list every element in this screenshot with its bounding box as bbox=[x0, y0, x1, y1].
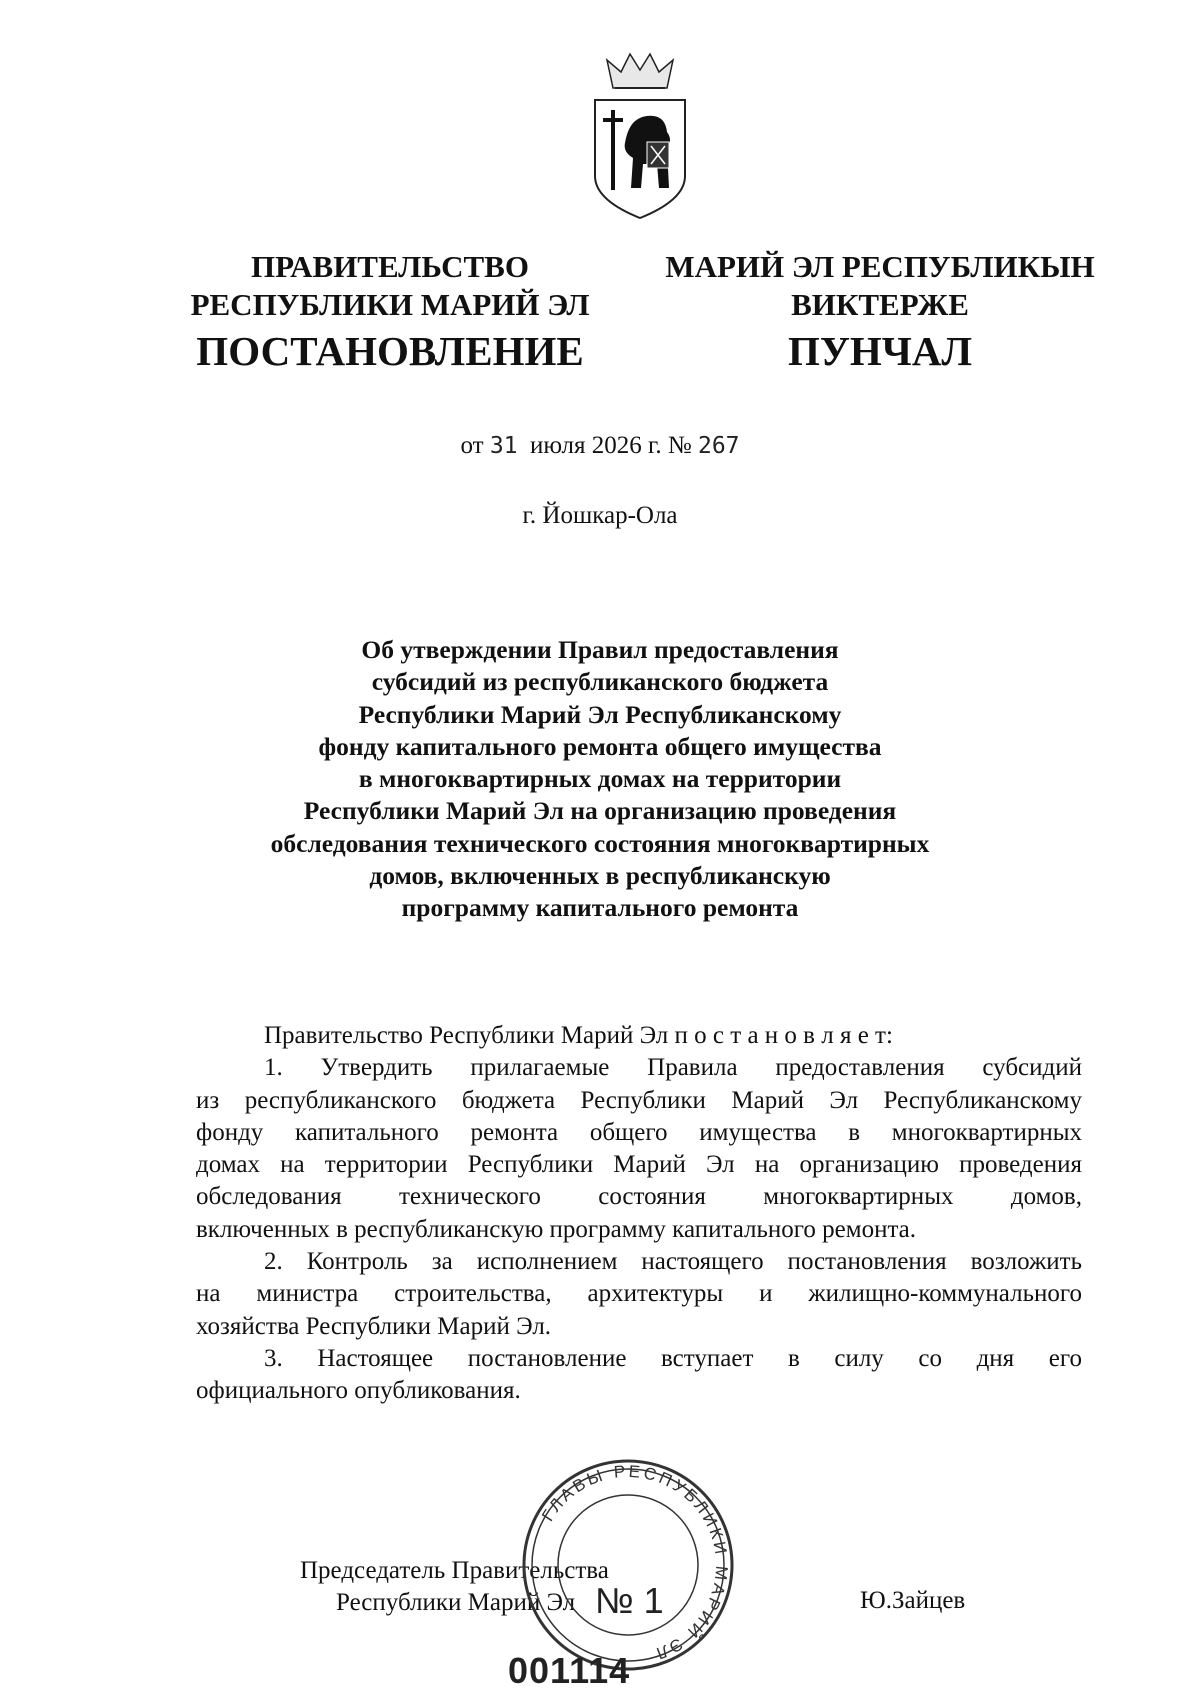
title-line: в многоквартирных домах на территории bbox=[358, 764, 842, 794]
paragraph-1-line: из республиканского бюджета Республики Марий Эл Республиканскому bbox=[196, 1086, 1082, 1114]
document-city: г. Йошкар-Ола bbox=[522, 502, 678, 529]
title-line: домов, включенных в республиканскую bbox=[369, 861, 831, 891]
title-line: программу капитального ремонта bbox=[401, 893, 799, 923]
date-prefix: от bbox=[460, 432, 484, 459]
header-right-line1: МАРИЙ ЭЛ РЕСПУБЛИКЫН bbox=[665, 249, 1095, 284]
coat-of-arms-emblem bbox=[585, 48, 695, 223]
paragraph-2-line: 2. Контроль за исполнением настоящего постановления возложить bbox=[264, 1248, 1082, 1276]
header-left-line1: ПРАВИТЕЛЬСТВО bbox=[251, 249, 529, 284]
document-date-line bbox=[0, 432, 1200, 460]
header-right bbox=[660, 248, 1100, 376]
title-line: Республики Марий Эл Республиканскому bbox=[358, 699, 842, 729]
signature-position-line2: Республики Марий Эл bbox=[336, 1589, 576, 1617]
body-intro bbox=[196, 1020, 1082, 1052]
header-left-doc-type: ПОСТАНОВЛЕНИЕ bbox=[196, 328, 584, 374]
document-body bbox=[196, 1020, 1082, 1408]
official-stamp bbox=[518, 1455, 738, 1675]
document-number: 267 bbox=[697, 433, 740, 459]
paragraph-1-line: обследования технического состояния многоквартирных домов, bbox=[196, 1183, 1082, 1211]
intro-text: Правительство Республики Марий Эл bbox=[264, 1022, 669, 1049]
header-left bbox=[180, 248, 600, 376]
paragraph-2-line: хозяйства Республики Марий Эл. bbox=[196, 1312, 552, 1340]
date-month-year: июля 2026 г. № bbox=[530, 432, 692, 459]
document-title bbox=[250, 634, 950, 925]
registration-number: 001114 bbox=[508, 1650, 631, 1691]
stamp-outer-text: ГЛАВЫ РЕСПУБЛИКИ МАРИЙ ЭЛ bbox=[538, 1461, 732, 1664]
intro-spaced-verb: п о с т а н о в л я е т: bbox=[674, 1022, 893, 1049]
signatory-name: Ю.Зайцев bbox=[860, 1587, 966, 1614]
signature-position-line1: Председатель Правительства bbox=[300, 1557, 609, 1584]
header-right-line2: ВИКТЕРЖЕ bbox=[791, 287, 969, 322]
title-line: Об утверждении Правил предоставления bbox=[361, 635, 839, 664]
paragraph-1-line: включенных в республиканскую программу капитального ремонта. bbox=[196, 1215, 917, 1243]
paragraph-3-line: 3. Настоящее постановление вступает в силу со дня его bbox=[264, 1344, 1082, 1372]
header-right-doc-type: ПУНЧАЛ bbox=[787, 328, 973, 374]
title-line: обследования технического состояния многоквартирных bbox=[270, 828, 930, 858]
title-line: фонду капитального ремонта общего имущества bbox=[318, 731, 882, 761]
header-left-line2: РЕСПУБЛИКИ МАРИЙ ЭЛ bbox=[190, 287, 590, 322]
paragraph-3-line: официального опубликования. bbox=[196, 1377, 521, 1405]
title-line: субсидий из республиканского бюджета bbox=[371, 667, 829, 697]
title-line: Республики Марий Эл на организацию проведения bbox=[303, 796, 897, 826]
paragraph-2-line: на министра строительства, архитектуры и жилищно-коммунального bbox=[196, 1280, 1082, 1308]
paragraph-1-line: 1. Утвердить прилагаемые Правила предоставления субсидий bbox=[264, 1054, 1082, 1082]
paragraph-1-line: фонду капитального ремонта общего имущества в многоквартирных bbox=[196, 1118, 1082, 1146]
date-day: 31 bbox=[489, 433, 518, 459]
stamp-number: № 1 bbox=[595, 1580, 664, 1621]
paragraph-1-line: домах на территории Республики Марий Эл на организацию проведения bbox=[196, 1151, 1082, 1179]
